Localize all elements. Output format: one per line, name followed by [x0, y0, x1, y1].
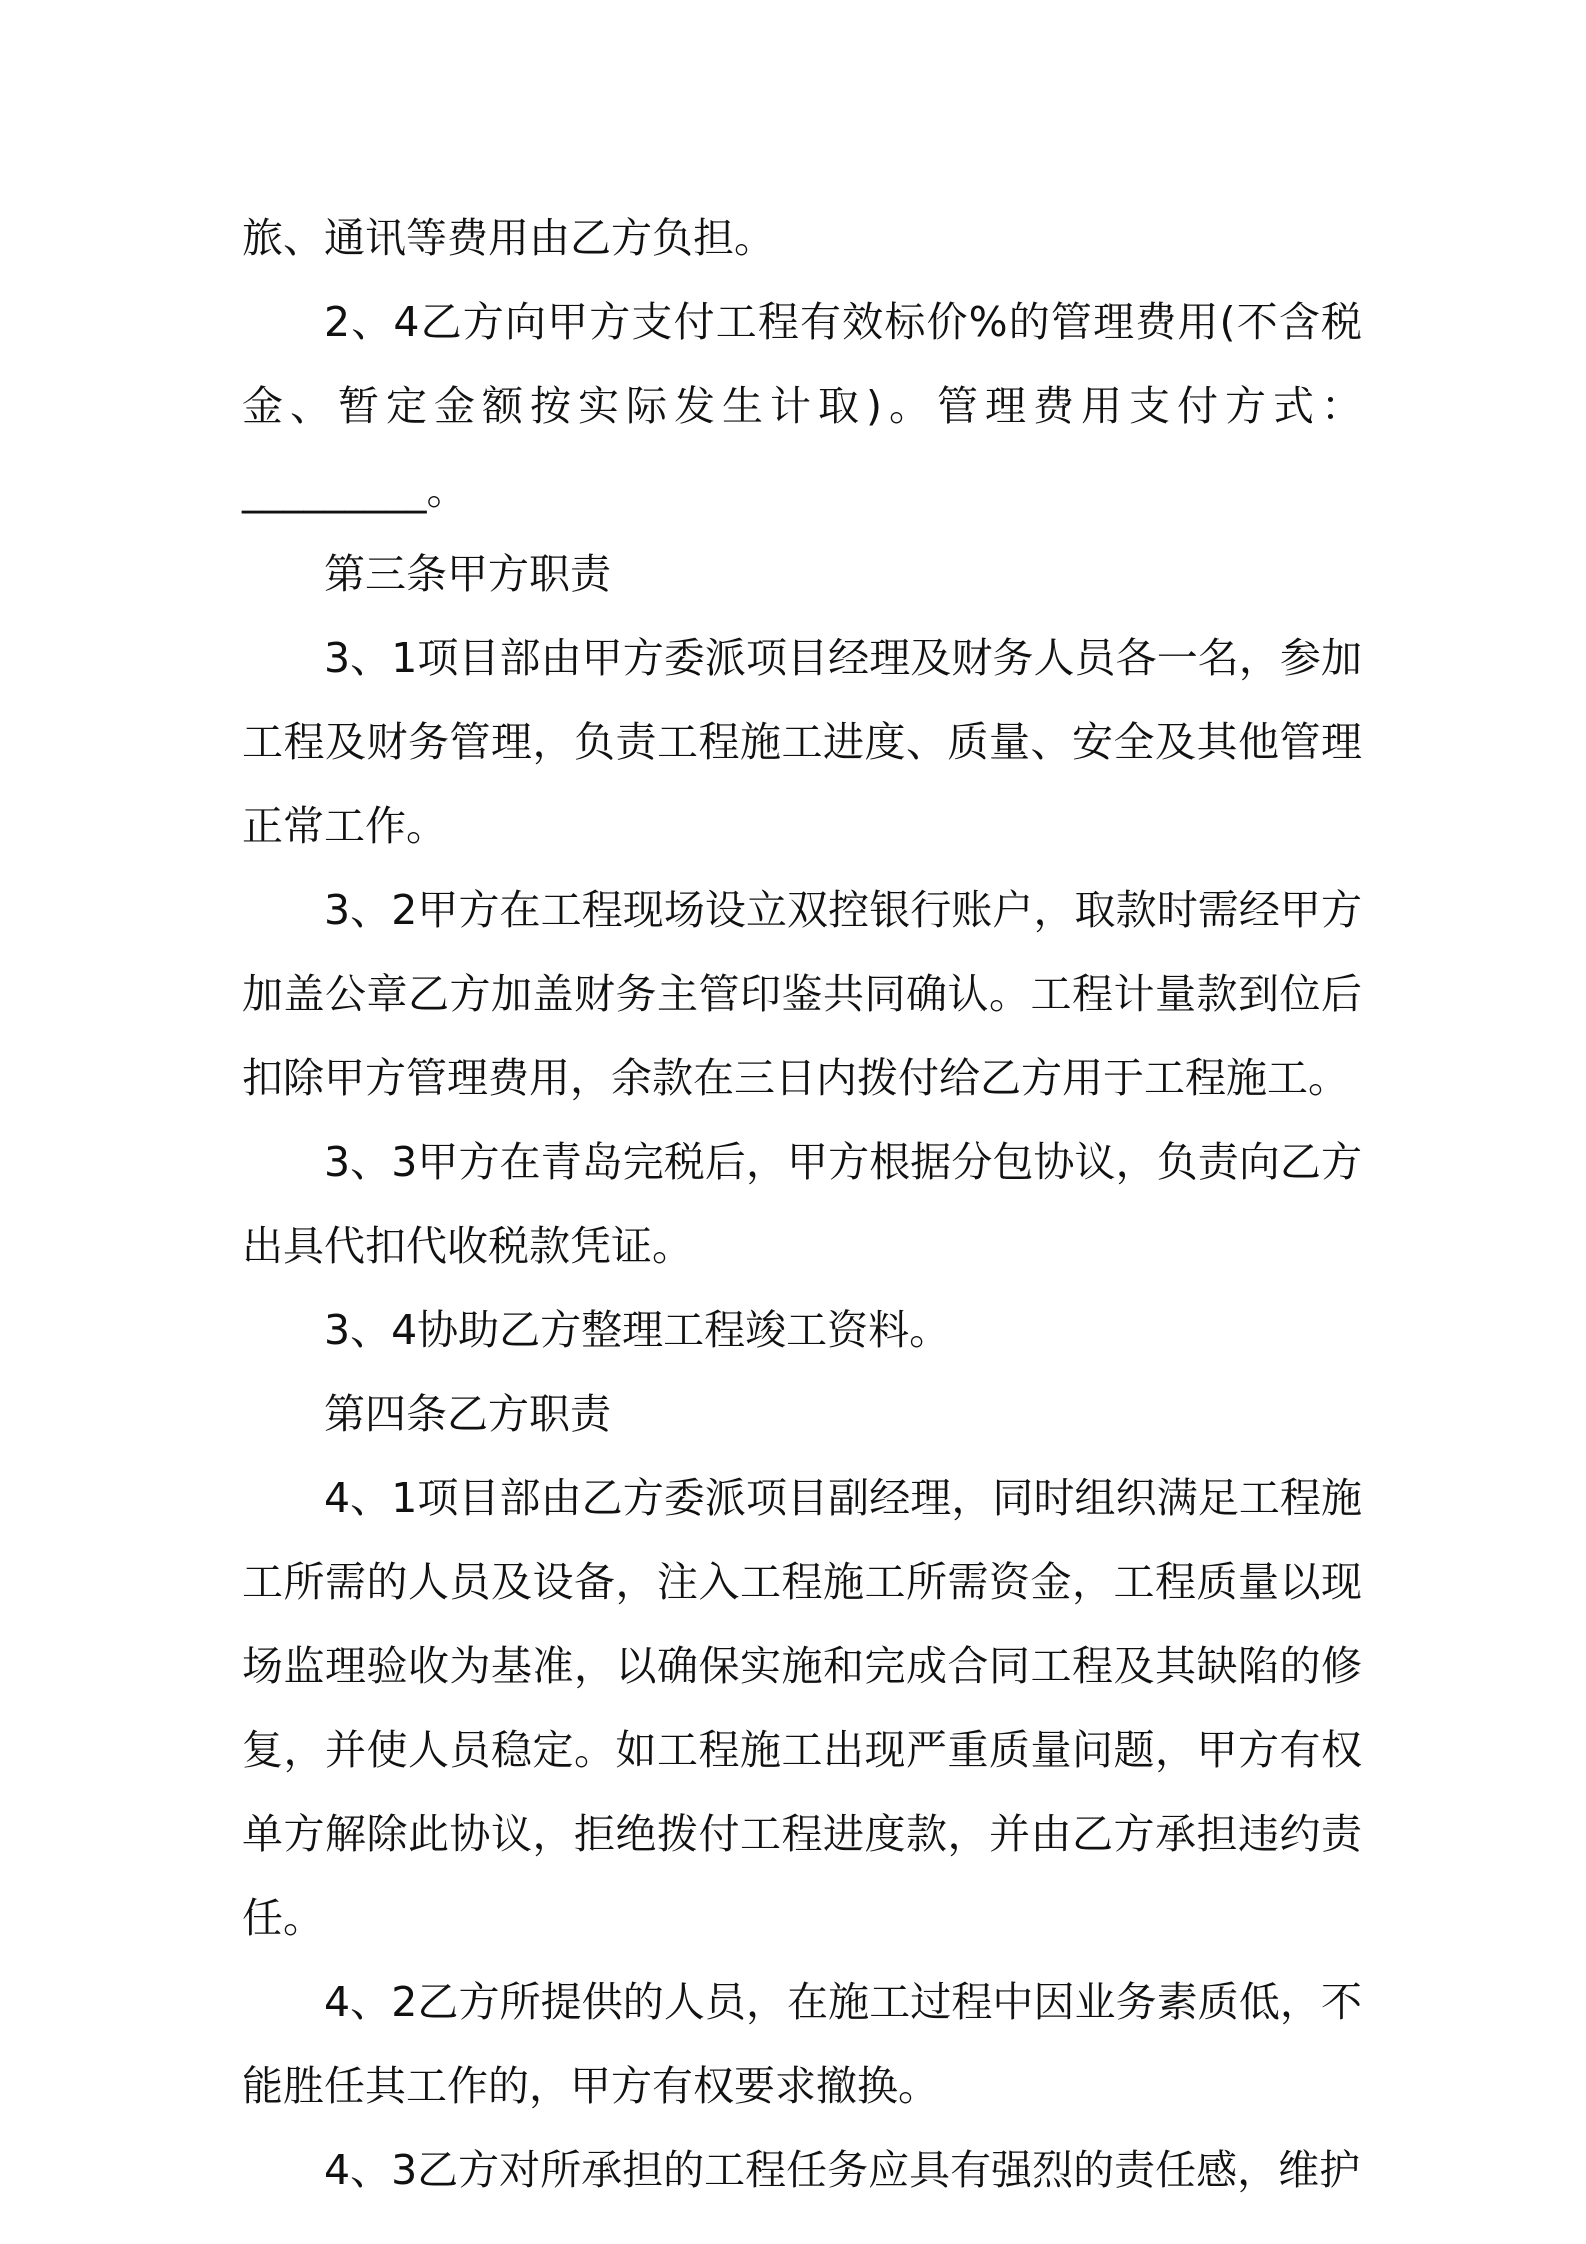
paragraph-continuation: 旅、通讯等费用由乙方负担。 [242, 214, 775, 262]
clause-4-2: 4、2乙方所提供的人员，在施工过程中因业务素质低，不能胜任其工作的，甲方有权要求撤换。 [242, 1978, 1362, 2110]
clause-4-1: 4、1项目部由乙方委派项目副经理，同时组织满足工程施工所需的人员及设备，注入工程施工所需资金，工程质量以现场监理验收为基准，以确保实施和完成合同工程及其缺陷的修复，并使人员稳定。如工程施工出现严重质量问题，甲方有权单方解除此协议，拒绝拨付工程进度款，并由乙方承担违约责任。 [242, 1474, 1362, 1942]
article-4-heading: 第四条乙方职责 [324, 1390, 611, 1438]
clause-3-4: 3、4协助乙方整理工程竣工资料。 [324, 1306, 951, 1354]
article-3-heading: 第三条甲方职责 [324, 550, 611, 598]
document-page [242, 196, 1362, 2212]
clause-2-4: 2、4乙方向甲方支付工程有效标价%的管理费用(不含税金、暂定金额按实际发生计取)。管理费用支付方式：_________。 [242, 298, 1362, 514]
clause-4-3: 4、3乙方对所承担的工程任务应具有强烈的责任感，维护 [324, 2146, 1361, 2194]
clause-3-3: 3、3甲方在青岛完税后，甲方根据分包协议，负责向乙方出具代扣代收税款凭证。 [242, 1138, 1362, 1270]
clause-3-2: 3、2甲方在工程现场设立双控银行账户，取款时需经甲方加盖公章乙方加盖财务主管印鉴共同确认。工程计量款到位后扣除甲方管理费用，余款在三日内拨付给乙方用于工程施工。 [242, 886, 1362, 1102]
clause-3-1: 3、1项目部由甲方委派项目经理及财务人员各一名，参加工程及财务管理，负责工程施工进度、质量、安全及其他管理正常工作。 [242, 634, 1362, 850]
